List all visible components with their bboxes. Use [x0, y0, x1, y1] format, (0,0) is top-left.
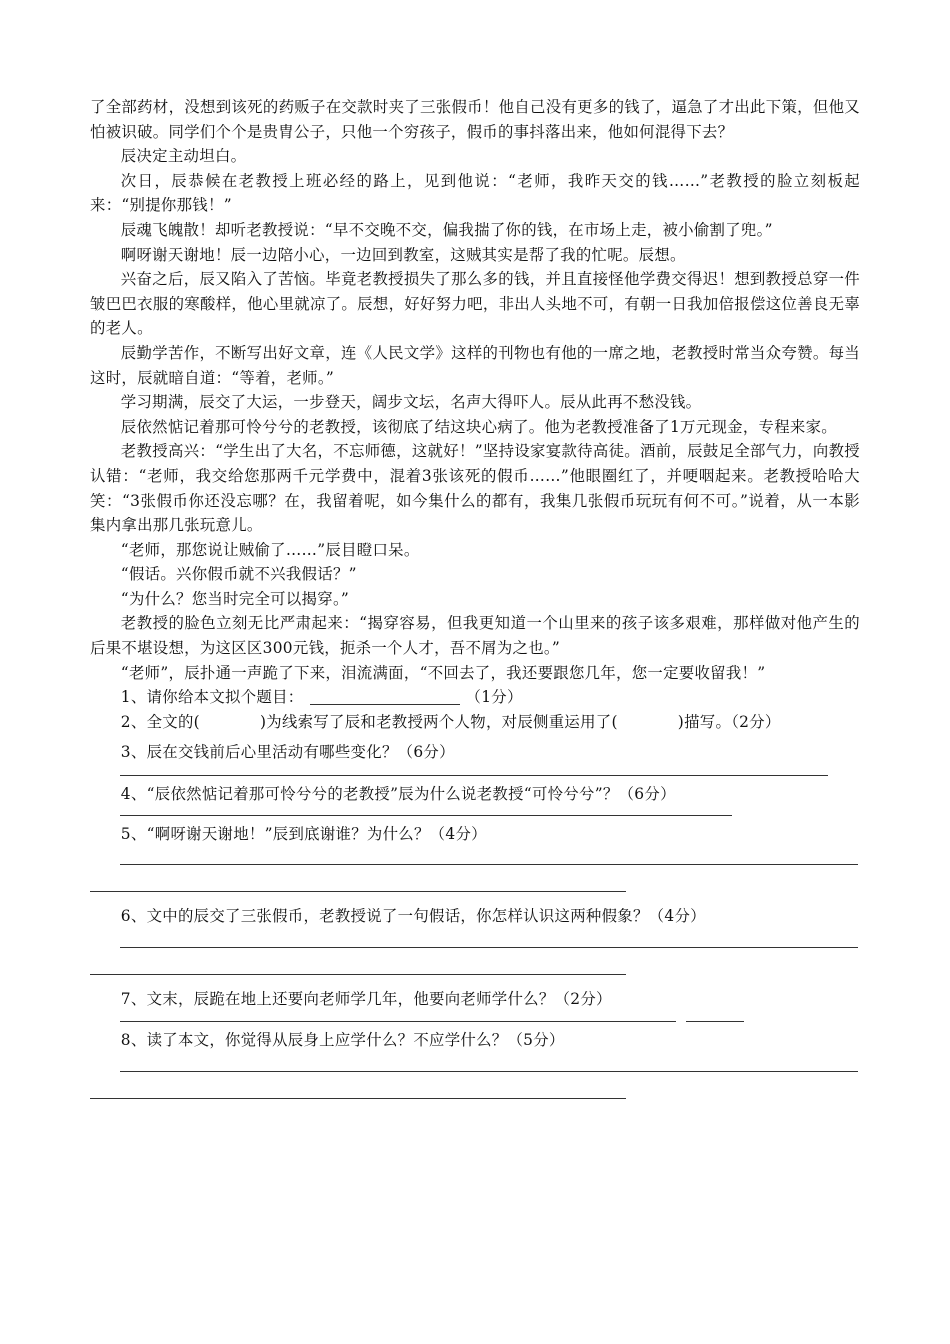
question-2-part-c: )描写。（2分）: [677, 712, 781, 731]
question-7: 7、文末，辰跪在地上还要向老师学几年，他要向老师学什么？（2分）: [120, 989, 612, 1008]
story-paragraph: 啊呀谢天谢地！辰一边陪小心，一边回到教室，这贼其实是帮了我的忙呢。辰想。: [120, 245, 686, 264]
story-paragraph: “老师”，辰扑通一声跪了下来，泪流满面，“不回去了，我还要跟您几年，您一定要收留我！”: [120, 663, 766, 682]
question-1-text: 1、请你给本文拟个题目：: [120, 688, 304, 707]
question-6: 6、文中的辰交了三张假币，老教授说了一句假话，你怎样认识这两种假象？（4分）: [120, 907, 706, 926]
story-paragraph: 兴奋之后，辰又陷入了苦恼。毕竟老教授损失了那么多的钱，并且直接怪他学费交得迟！想到教授总穿一件皱巴巴衣服的寒酸样，他心里就凉了。辰想，好好努力吧，非出人头地不可，有朝一日我加倍报偿这位善良无辜的老人。: [90, 270, 860, 338]
story-paragraph: “老师，那您说让贼偷了……”辰目瞪口呆。: [120, 540, 420, 559]
question-4: 4、“辰依然惦记着那可怜兮兮的老教授”辰为什么说老教授“可怜兮兮”？（6分）: [120, 785, 676, 804]
answer-line[interactable]: [120, 864, 858, 865]
answer-line[interactable]: [90, 1098, 626, 1099]
story-paragraph: 次日，辰恭候在老教授上班必经的路上，见到他说：“老师，我昨天交的钱……”老教授的脸立刻板起来：“别提你那钱！”: [90, 171, 860, 215]
story-paragraph: 了全部药材，没想到该死的药贩子在交款时夹了三张假币！他自己没有更多的钱了，逼急了才出此下策，但他又怕被识破。同学们个个是贵胄公子，只他一个穷孩子，假币的事抖落出来，他如何混得下去？: [90, 98, 860, 141]
exam-page: [90, 95, 860, 1099]
story-paragraph: “为什么？您当时完全可以揭穿。”: [120, 589, 350, 608]
answer-line[interactable]: [120, 1021, 676, 1022]
story-paragraph: 辰魂飞魄散！却听老教授说：“早不交晚不交，偏我揣了你的钱，在市场上走，被小偷割了兜。”: [120, 220, 773, 239]
title-answer-blank[interactable]: [310, 688, 460, 705]
question-8: 8、读了本文，你觉得从辰身上应学什么？不应学什么？（5分）: [120, 1031, 565, 1050]
story-paragraph: 辰勤学苦作，不断写出好文章，连《人民文学》这样的刊物也有他的一席之地，老教授时常当众夸赞。每当这时，辰就暗自道：“等着，老师。”: [90, 343, 860, 387]
question-1-score: （1分）: [465, 688, 523, 707]
question-2: [90, 710, 860, 735]
story-paragraph: “假话。兴你假币就不兴我假话？”: [120, 565, 357, 584]
answer-line[interactable]: [686, 1021, 744, 1022]
question-5: 5、“啊呀谢天谢地！”辰到底谢谁？为什么？（4分）: [120, 824, 487, 843]
story-paragraph: 辰依然惦记着那可怜兮兮的老教授，该彻底了结这块心病了。他为老教授准备了1万元现金，专程来家。: [120, 417, 837, 436]
question-2-part-b: )为线索写了辰和老教授两个人物，对辰侧重运用了(: [259, 712, 618, 731]
story-paragraph: 老教授高兴：“学生出了大名，不忘师德，这就好！”坚持设家宴款待高徒。酒前，辰鼓足全部气力，向教授认错：“老师，我交给您那两千元学费中，混着3张该死的假币……”他眼圈红了，并哽咽起来。老教授哈哈大笑：“3张假币你还没忘哪？在，我留着呢，如今集什么的都有，我集几张假币玩玩有何不可。”说着，从一本影集内拿出那几张玩意儿。: [90, 442, 860, 535]
question-1: [90, 685, 860, 710]
story-paragraph: 学习期满，辰交了大运，一步登天，阔步文坛，名声大得吓人。辰从此再不愁没钱。: [120, 393, 702, 412]
question-3: 3、辰在交钱前后心里活动有哪些变化？（6分）: [120, 743, 455, 762]
question-2-part-a: 2、全文的(: [120, 712, 200, 731]
story-paragraph: 老教授的脸色立刻无比严肃起来：“揭穿容易，但我更知道一个山里来的孩子该多艰难，那样做对他产生的后果不堪设想，为这区区300元钱，扼杀一个人才，吾不屑为之也。”: [90, 614, 860, 658]
answer-line[interactable]: [120, 947, 858, 948]
answer-line[interactable]: [120, 1071, 858, 1072]
story-paragraph: 辰决定主动坦白。: [120, 147, 247, 166]
